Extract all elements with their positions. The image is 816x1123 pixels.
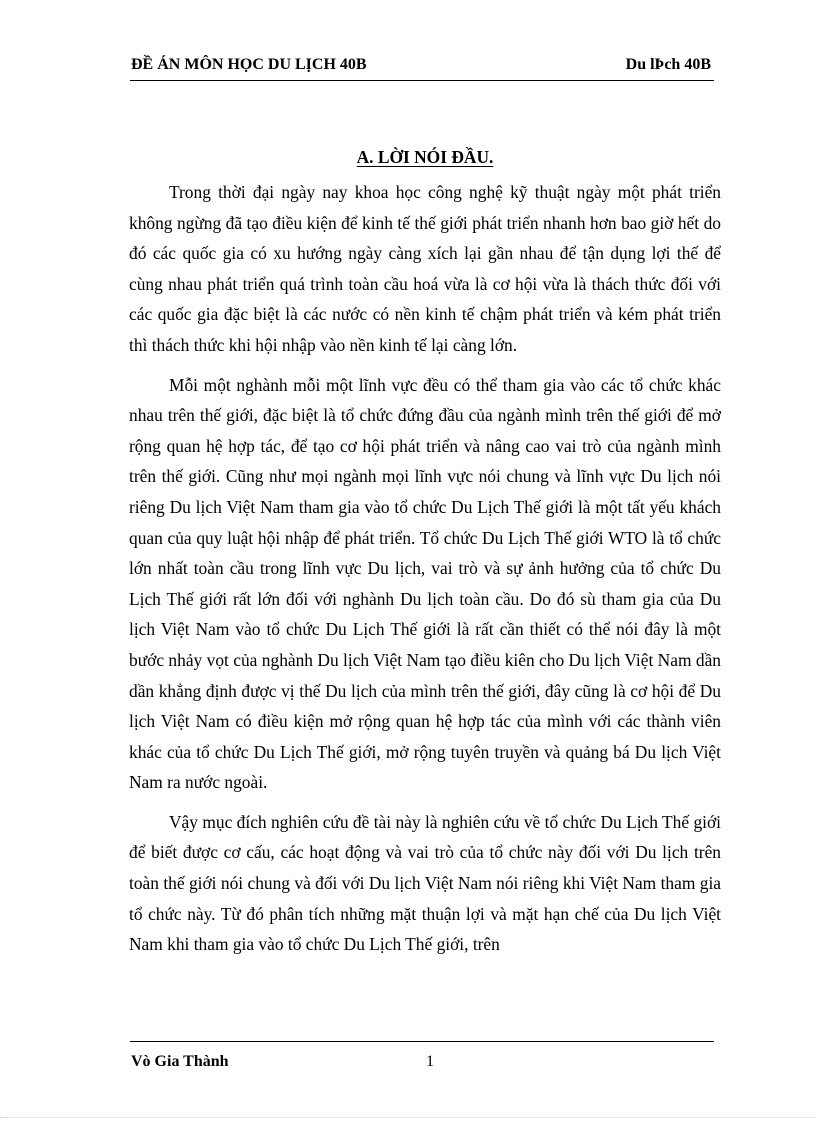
header-course-label: Du lÞch 40B <box>625 56 711 73</box>
page-bottom-edge <box>0 1117 816 1118</box>
paragraph-context: Mỗi một nghành mỗi một lĩnh vực đều có thể tham gia vào các tổ chức khác nhau trên thế giới, đặc biệt là tổ chức đứng đầu của ngành mình trên thế giới để mở rộng quan hệ hợp tác, để tạo cơ hội phát triển và nâng cao vai trò của ngành mình trên thế giới. Cũng như mọi ngành mọi lĩnh vực nói chung và lĩnh vực Du lịch nói riêng Du lịch Việt Nam tham gia vào tổ chức Du Lịch Thế giới là một tất yếu khách quan của quy luật hội nhập để phát triển. Tổ chức Du Lịch Thế giới WTO là tổ chức lớn nhất toàn cầu trong lĩnh vực Du lịch, vai trò và sự ảnh hưởng của tổ chức Du Lịch Thế giới rất lớn đối với nghành Du lịch toàn cầu. Do đó sù tham gia của Du lịch Việt Nam vào tổ chức Du Lịch Thế giới là rất cần thiết có thể nói đây là một bước nhảy vọt của nghành Du lịch Việt Nam tạo điều kiên cho Du lịch Việt Nam dần dần khẳng định được vị thế Du lịch của mình trên thế giới, đây cũng là cơ hội để Du lịch Việt Nam có điều kiện mở rộng quan hệ hợp tác của mình với các thành viên khác của tổ chức Du Lịch Thế giới, mở rộng tuyên truyền và quảng bá Du lịch Việt Nam ra nước ngoài. <box>129 374 721 793</box>
footer-author: Vò Gia Thành <box>131 1053 229 1070</box>
section-heading <box>129 143 721 171</box>
footer-divider <box>130 1041 714 1042</box>
page-header <box>130 55 714 77</box>
section-heading-text: A. LỜI NÓI ĐẦU. <box>356 147 494 167</box>
document-body <box>129 143 721 960</box>
paragraph-intro: Trong thời đại ngày nay khoa học công nghệ kỹ thuật ngày một phát triển không ngừng đã tạo điều kiện để kinh tế thế giới phát triển nhanh hơn bao giờ hết do đó các quốc gia có xu hướng ngày càng xích lại gần nhau để tận dụng lợi thế để cùng nhau phát triển quá trình toàn cầu hoá vừa là cơ hội vừa là thách thức đối với các quốc gia đặc biệt là các nước có nền kinh tế chậm phát triển và kém phát triển thì thách thức khi hội nhập vào nền kinh tế lại càng lớn. <box>129 182 721 355</box>
header-divider <box>130 80 714 81</box>
paragraph-purpose: Vậy mục đích nghiên cứu đề tài này là nghiên cứu về tổ chức Du Lịch Thế giới để biết được cơ cấu, các hoạt động và vai trò của tổ chức này đối với Du lịch trên toàn thế giới nói chung và đối với Du lịch Việt Nam nói riêng khi Việt Nam tham gia tổ chức này. Từ đó phân tích những mặt thuận lợi và mặt hạn chế của Du lịch Việt Nam khi tham gia vào tổ chức Du Lịch Thế giới, trên <box>129 811 721 955</box>
header-document-title: ĐỀ ÁN MÔN HỌC DU LỊCH 40B <box>131 56 367 73</box>
page-number: 1 <box>426 1053 434 1070</box>
